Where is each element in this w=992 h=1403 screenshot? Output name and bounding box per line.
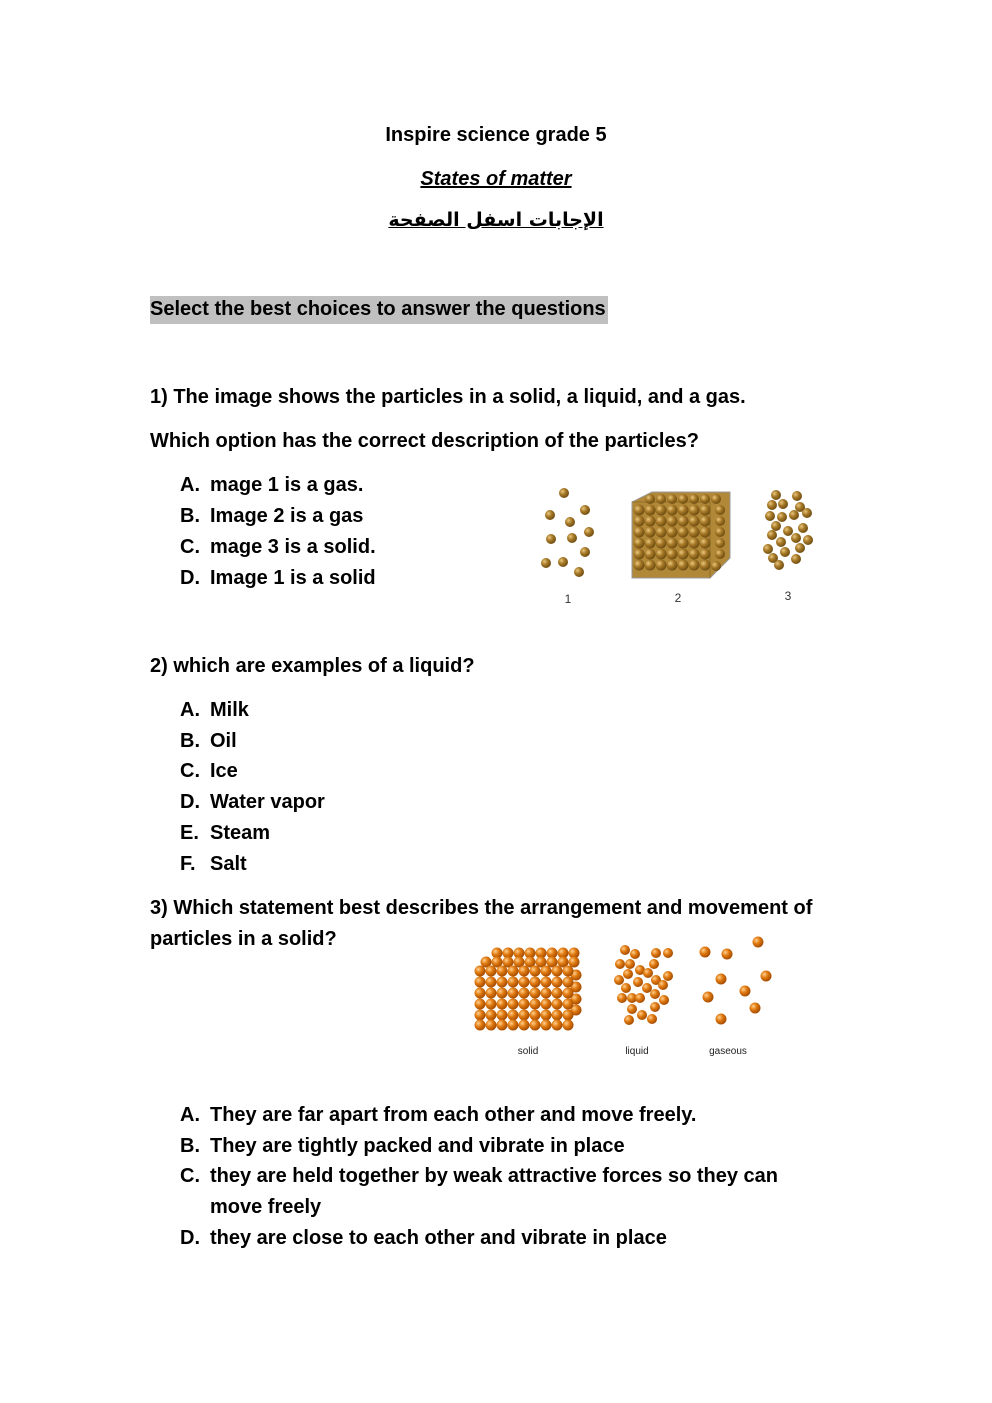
- question-1-line-1: 1) The image shows the particles in a solid, a liquid, and a gas.: [150, 386, 746, 408]
- option-text: they are close to each other and vibrate in place: [210, 1227, 667, 1249]
- q1-option-d[interactable]: [180, 563, 376, 594]
- solid-cube-image-2: [632, 492, 730, 578]
- q1-option-b[interactable]: [180, 501, 363, 532]
- q3-option-b[interactable]: [180, 1131, 625, 1162]
- option-letter: A.: [180, 1104, 200, 1126]
- solid-particles: [475, 948, 582, 1031]
- option-text: They are tightly packed and vibrate in place: [210, 1135, 625, 1157]
- option-text: Salt: [210, 853, 247, 875]
- q3-option-c[interactable]: [180, 1161, 778, 1192]
- option-letter: C.: [180, 1165, 200, 1187]
- option-letter: D.: [180, 1227, 200, 1249]
- question-1-line-2: Which option has the correct description of the particles?: [150, 430, 699, 452]
- q2-option-b[interactable]: [180, 726, 237, 757]
- q3-option-c-continued: [180, 1192, 321, 1223]
- question-3-line-1: 3) Which statement best describes the arrangement and movement of: [150, 897, 813, 919]
- option-text: they are held together by weak attractive forces so they can: [210, 1165, 778, 1187]
- figure-2-label-solid: solid: [517, 1046, 539, 1057]
- gas-particles-image-1: [541, 488, 594, 577]
- option-text: mage 3 is a solid.: [210, 536, 376, 558]
- option-letter: A.: [180, 699, 200, 721]
- instructions-heading: Select the best choices to answer the questions: [150, 296, 608, 324]
- figure-2-label-liquid: liquid: [625, 1046, 649, 1057]
- option-letter: C.: [180, 536, 200, 558]
- q2-option-d[interactable]: [180, 787, 325, 818]
- option-letter: [180, 1192, 210, 1223]
- option-letter: C.: [180, 760, 200, 782]
- option-letter: A.: [180, 474, 200, 496]
- figure-1-label-2: 2: [674, 591, 682, 605]
- q3-option-d[interactable]: [180, 1223, 667, 1254]
- q2-option-f[interactable]: [180, 849, 247, 880]
- option-text: Milk: [210, 699, 249, 721]
- question-2-text: 2) which are examples of a liquid?: [150, 655, 475, 677]
- figure-1-label-3: 3: [784, 589, 792, 603]
- option-text: Image 2 is a gas: [210, 505, 364, 527]
- document-subtitle: States of matter: [420, 168, 572, 190]
- option-letter: D.: [180, 791, 200, 813]
- q1-option-c[interactable]: [180, 532, 376, 563]
- gas-particles: [700, 937, 772, 1025]
- option-text: They are far apart from each other and move freely.: [210, 1104, 697, 1126]
- option-letter: B.: [180, 730, 200, 752]
- option-letter: D.: [180, 567, 200, 589]
- option-text: Ice: [210, 760, 238, 782]
- q2-option-c[interactable]: [180, 756, 238, 787]
- option-text: Steam: [210, 822, 271, 844]
- option-letter: B.: [180, 505, 200, 527]
- particle-states-figure-2: [460, 930, 790, 1065]
- figure-2-label-gaseous: gaseous: [709, 1046, 747, 1057]
- q1-option-a[interactable]: [180, 470, 363, 501]
- answers-note-arabic: الإجابات اسفل الصفحة: [388, 209, 604, 231]
- figure-1-label-1: 1: [564, 592, 572, 606]
- option-text: move freely: [210, 1196, 322, 1218]
- option-text: mage 1 is a gas.: [210, 474, 364, 496]
- option-text: Image 1 is a solid: [210, 567, 376, 589]
- question-3-line-2: particles in a solid?: [150, 928, 337, 950]
- liquid-particles: [614, 945, 673, 1025]
- option-text: Oil: [210, 730, 237, 752]
- option-letter: E.: [180, 822, 199, 844]
- option-text: Water vapor: [210, 791, 325, 813]
- q3-option-a[interactable]: [180, 1100, 696, 1131]
- q2-option-a[interactable]: [180, 695, 249, 726]
- option-letter: B.: [180, 1135, 200, 1157]
- q2-option-e[interactable]: [180, 818, 270, 849]
- particle-states-figure-1: [530, 480, 820, 610]
- document-title: Inspire science grade 5: [385, 124, 607, 146]
- liquid-particles-image-3: [763, 490, 813, 570]
- option-letter: F.: [180, 853, 196, 875]
